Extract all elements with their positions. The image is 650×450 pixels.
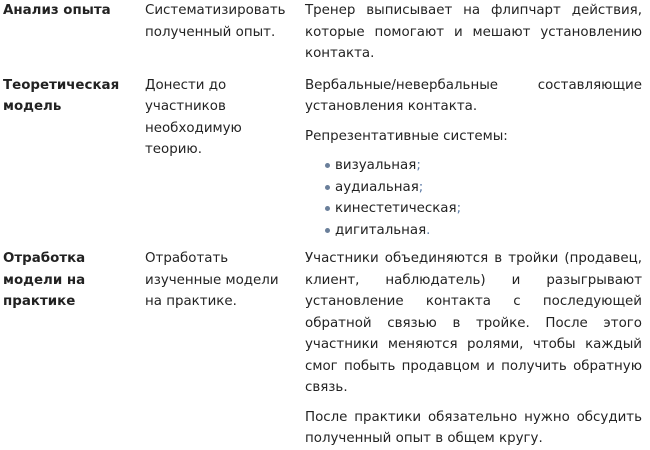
bullet-icon [325,185,330,190]
list-item-text: кинестетическая [335,201,457,216]
list-item-text: дигитальная [335,222,427,238]
goal-cell: Систематизировать полученный опыт. [145,3,286,40]
goal-cell: Донести до участников необходимую теорию. [145,77,242,157]
bullet-icon [325,206,330,211]
goal-cell: Отработать изученные модели на практике. [145,251,279,309]
stage-cell: Теоретическая модель [3,77,120,114]
training-plan-table [2,0,650,450]
representational-systems-list [305,155,642,241]
stage-cell: Отработка модели на практике [3,251,86,309]
list-item-punctuation: ; [456,201,462,216]
list-item-text: визуальная [335,158,417,173]
content-cell [301,0,650,75]
list-item [325,220,642,242]
content-paragraph: Вербальные/невербальные составляющие установления контакта. [305,77,642,114]
list-item-punctuation: ; [416,158,421,173]
list-item-punctuation: ; [418,179,424,195]
table-row [2,75,650,249]
table-row [2,248,650,450]
stage-cell: Анализ опыта [3,3,111,18]
list-item [325,198,642,220]
list-item [325,155,642,177]
table-row [2,0,650,75]
content-paragraph: После практики обязательно нужно обсудить полученный опыт в общем кругу. [305,409,642,446]
content-paragraph: Тренер выписывает на флипчарт действия, которые помогают и мешают установлению контакта. [305,3,642,61]
content-cell [301,75,650,249]
content-cell [301,248,650,450]
list-item-punctuation: . [426,222,431,238]
bullet-icon [325,228,330,233]
list-item-text: аудиальная [335,179,419,195]
list-item [325,177,642,199]
bullet-icon [325,163,330,168]
content-paragraph: Участники объединяются в тройки (продавец, клиент, наблюдатель) и разыгрывают установление контакта с последующей обратной связью в тройке. После этого участники меняются ролями, чтобы каждый смог побыть продавцом и получить обратную связь. [305,251,642,395]
content-paragraph: Репрезентативные системы: [305,128,508,144]
